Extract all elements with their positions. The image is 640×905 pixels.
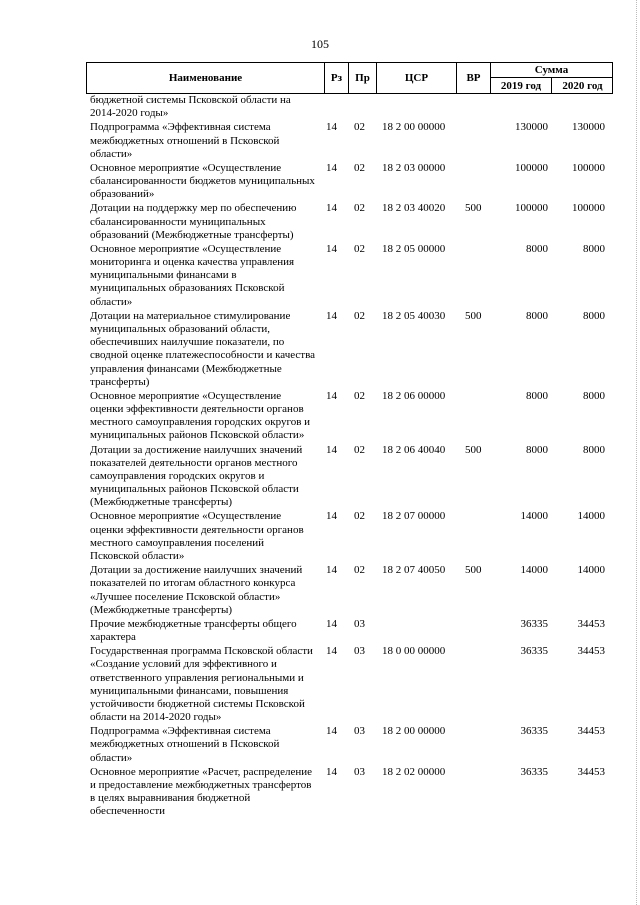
cell-csr: 18 2 07 40050 [382,564,446,577]
table-row [86,243,613,310]
cell-vr: 500 [465,443,482,456]
header-vr: ВР [456,63,490,93]
cell-rz: 14 [326,202,337,215]
table-row [86,645,613,725]
cell-pr: 02 [354,202,365,215]
cell-name: Основное мероприятие «Осуществление мониторинга и оценка качества управления муниципальными финансами в муниципальных образованиях Псковской области» [90,242,295,308]
cell-sum-2020: 8000 [583,242,605,255]
cell-name: Дотации на поддержку мер по обеспечению сбалансированности муниципальных образований (Межбюджетные трансферты) [90,202,297,241]
cell-name: Дотации за достижение наилучших значений показателей деятельности органов местного самоуправления городских округов и муниципальных районов Псковской области (Межбюджетные трансферты) [90,443,303,509]
cell-sum-2020: 8000 [583,443,605,456]
cell-pr: 02 [354,389,365,402]
cell-sum-2019: 8000 [526,443,548,456]
table-row [86,618,613,645]
cell-rz: 14 [326,161,337,174]
header-year-2020: 2020 год [551,78,613,94]
table-row [86,121,613,162]
table-row [86,162,613,203]
cell-sum-2020: 34453 [577,765,605,778]
table-row [86,202,613,243]
table-row [86,390,613,444]
cell-csr: 18 0 00 00000 [382,645,446,658]
cell-csr: 18 2 05 00000 [382,242,446,255]
cell-name: Подпрограмма «Эффективная система межбюджетных отношений в Псковской области» [90,725,280,764]
cell-rz: 14 [326,617,337,630]
cell-sum-2020: 130000 [572,121,605,134]
cell-sum-2019: 100000 [515,161,548,174]
cell-pr: 02 [354,564,365,577]
header-year-2019: 2019 год [500,80,542,92]
cell-csr: 18 2 02 00000 [382,765,446,778]
table-row [86,94,613,121]
cell-sum-2020: 8000 [583,309,605,322]
cell-rz: 14 [326,309,337,322]
cell-rz: 14 [326,725,337,738]
cell-sum-2019: 36335 [520,617,548,630]
header-sum-group [490,63,613,93]
header-csr: ЦСР [376,63,456,93]
table-row [86,510,613,564]
cell-csr: 18 2 03 00000 [382,161,446,174]
header-rz: Рз [324,63,348,93]
header-name: Наименование [86,63,324,93]
cell-sum-2020: 100000 [572,202,605,215]
page-number: 105 [311,37,329,51]
table-row [86,310,613,390]
cell-pr: 03 [354,725,365,738]
cell-pr: 03 [354,765,365,778]
table-row [86,444,613,511]
cell-name: Дотации на материальное стимулирование муниципальных образований области, обеспечивших наилучшие показатели, по сводной оценке платежеспособности и качества управления финансами (Межбюджетные трансферты) [90,309,316,388]
cell-csr: 18 2 05 40030 [382,309,446,322]
cell-name: Государственная программа Псковской области «Создание условий для эффективного и ответственного управления региональными и муниципальными финансами, повышения устойчивости бюджетной системы Псковской области на 2014-2020 годы» [90,645,313,724]
cell-sum-2019: 14000 [520,564,548,577]
cell-sum-2020: 100000 [572,161,605,174]
cell-rz: 14 [326,564,337,577]
cell-csr: 18 2 06 40040 [382,443,446,456]
cell-sum-2019: 36335 [520,725,548,738]
table-body [86,94,613,819]
cell-rz: 14 [326,389,337,402]
cell-pr: 02 [354,309,365,322]
cell-name: Основное мероприятие «Осуществление оценки эффективности деятельности органов местного самоуправления поселений Псковской области» [90,510,304,563]
cell-csr: 18 2 06 00000 [382,389,446,402]
cell-sum-2020: 14000 [577,510,605,523]
cell-sum-2020: 14000 [577,564,605,577]
cell-name: Дотации за достижение наилучших значений показателей по итогам областного конкурса «Лучшее поселение Псковской области» (Межбюджетные трансферты) [90,564,303,616]
cell-pr: 03 [354,617,365,630]
cell-vr: 500 [465,202,482,215]
cell-csr: 18 2 07 00000 [382,510,446,523]
cell-csr: 18 2 03 40020 [382,202,446,215]
cell-pr: 02 [354,242,365,255]
cell-sum-2019: 8000 [526,242,548,255]
cell-rz: 14 [326,645,337,658]
table-row [86,564,613,618]
cell-sum-2020: 8000 [583,389,605,402]
cell-pr: 02 [354,510,365,523]
cell-pr: 02 [354,161,365,174]
cell-sum-2019: 14000 [520,510,548,523]
cell-rz: 14 [326,121,337,134]
cell-vr: 500 [465,309,482,322]
cell-sum-2020: 34453 [577,645,605,658]
cell-sum-2019: 130000 [515,121,548,134]
cell-csr: 18 2 00 00000 [382,725,446,738]
cell-pr: 02 [354,121,365,134]
header-years [491,77,612,94]
cell-name: бюджетной системы Псковской области на 2014-2020 годы» [90,94,291,120]
table-row [86,766,613,820]
cell-rz: 14 [326,443,337,456]
cell-csr: 18 2 00 00000 [382,121,446,134]
cell-pr: 03 [354,645,365,658]
cell-sum-2019: 36335 [520,765,548,778]
cell-rz: 14 [326,242,337,255]
cell-sum-2019: 36335 [520,645,548,658]
cell-sum-2019: 100000 [515,202,548,215]
cell-vr: 500 [465,564,482,577]
cell-name: Прочие межбюджетные трансферты общего характера [90,617,297,644]
cell-name: Основное мероприятие «Осуществление оценки эффективности деятельности органов местного самоуправления городских округов и муниципальных районов Псковской области» [90,389,311,442]
header-pr: Пр [348,63,376,93]
cell-rz: 14 [326,765,337,778]
cell-name: Подпрограмма «Эффективная система межбюджетных отношений в Псковской области» [90,121,280,160]
table-row [86,725,613,766]
cell-name: Основное мероприятие «Осуществление сбалансированности бюджетов муниципальных образований» [90,161,315,201]
cell-pr: 02 [354,443,365,456]
cell-sum-2019: 8000 [526,309,548,322]
page-edge-line [635,0,637,905]
cell-rz: 14 [326,510,337,523]
header-sum: Сумма [534,64,569,76]
cell-name: Основное мероприятие «Расчет, распределение и предоставление межбюджетных трансфертов в целях выравнивания бюджетной обеспеченности [90,765,313,818]
cell-sum-2020: 34453 [577,617,605,630]
cell-sum-2019: 8000 [526,389,548,402]
table-header [86,62,613,94]
cell-sum-2020: 34453 [577,725,605,738]
